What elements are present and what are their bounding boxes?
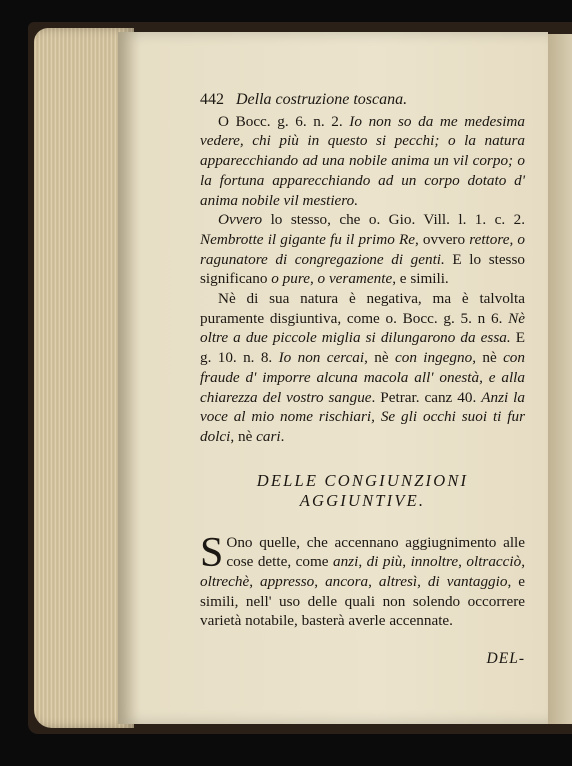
text-run: , [458,553,467,571]
italic-quote: cari [256,427,281,445]
text-run: , [314,573,326,591]
italic-quote: con fraude d' imporre alcuna macola all' onestà, e alla chiarezza del vostro sangue [200,349,525,406]
italic-term: anzi [332,553,359,571]
running-header [200,90,525,110]
paragraph-2 [200,210,525,289]
text-run: Nè di sua natura è negativa, ma è talvolta puramente disgiuntiva, come o. Bocc. g. 5. n 6. [200,290,525,327]
text-run: , ovvero [414,230,470,248]
page-number: 442 [200,91,224,108]
text-run: . Petrar. canz 40. [371,388,482,406]
italic-quote: Io non so da me medesima vedere, chi più in questo si pecchi; o la natura apparecchiando ad una nobile anima un vil corpo; o la fortuna apparecchiando ad un corpo dotato d' anima nobile vil mestiero. [200,112,525,209]
italic-term: di più [366,553,403,571]
text-run: Ono quelle, che accennano aggiugnimento alle cose dette, come [226,533,525,571]
italic-quote: o pure [271,270,310,288]
text-run: lo stesso, che o. Gio. Vill. l. 1. c. 2. [262,211,525,229]
text-run: . [280,427,285,445]
italic-quote: o veramente [317,270,393,288]
italic-quote: Nè oltre a due piccole miglia si dilungarono da essa. [200,309,525,347]
paragraph-3 [200,289,525,447]
italic-term: altresì [378,573,418,591]
italic-quote: Nembrotte il gigante fu il primo Re [200,230,415,248]
text-run: , [417,573,428,591]
italic-quote: Ovvero [218,211,263,229]
italic-quote: Anzi la voce al mio nome rischiari, Se gli occhi suoi ti fur dolci [200,388,525,445]
section-title-line-2: AGGIUNTIVE. [299,490,426,510]
drop-cap: S [200,529,224,576]
italic-quote: con ingegno [394,349,473,367]
text-run: O Bocc. g. 6. n. 2. [218,112,350,130]
text-run: , e simili, nell' uso delle quali non solendo occorrere varietà notabile, basterà averle accennate. [200,573,525,630]
text-run: , [402,553,411,571]
italic-term: appresso [259,573,315,591]
italic-term: oltrechè [200,573,250,591]
running-title: Della costruzione toscana. [236,91,408,108]
section-title [200,471,525,511]
text-run: E lo stesso significano [200,250,525,288]
text-run: , [358,553,367,571]
text-run: , e simili. [392,270,449,288]
text-run: , [368,573,379,591]
italic-quote: rettore, o ragunatore di congregazione di genti. [200,230,525,268]
paragraphs [200,112,525,447]
italic-term: ancora [325,573,369,591]
text-run: , [309,270,318,288]
paragraph-1 [200,112,525,211]
text-run: , nè [472,349,504,367]
page-text [200,90,525,669]
text-run: E g. 10. n. 8. [200,329,525,367]
text-run: , nè [364,349,395,367]
text-run: , [249,573,260,591]
text-run: , nè [230,427,257,445]
section-title-line-1: DELLE CONGIUNZIONI [256,470,469,490]
italic-quote: Io non cercai [278,349,365,367]
catchword: DEL- [486,650,525,668]
right-page-edge [548,34,572,724]
text-run: , [521,553,526,571]
italic-term: innoltre [410,553,459,571]
paragraph-congiunzioni [200,529,526,632]
italic-term: di vantaggio [427,573,508,591]
italic-term: oltracciò [466,553,522,571]
